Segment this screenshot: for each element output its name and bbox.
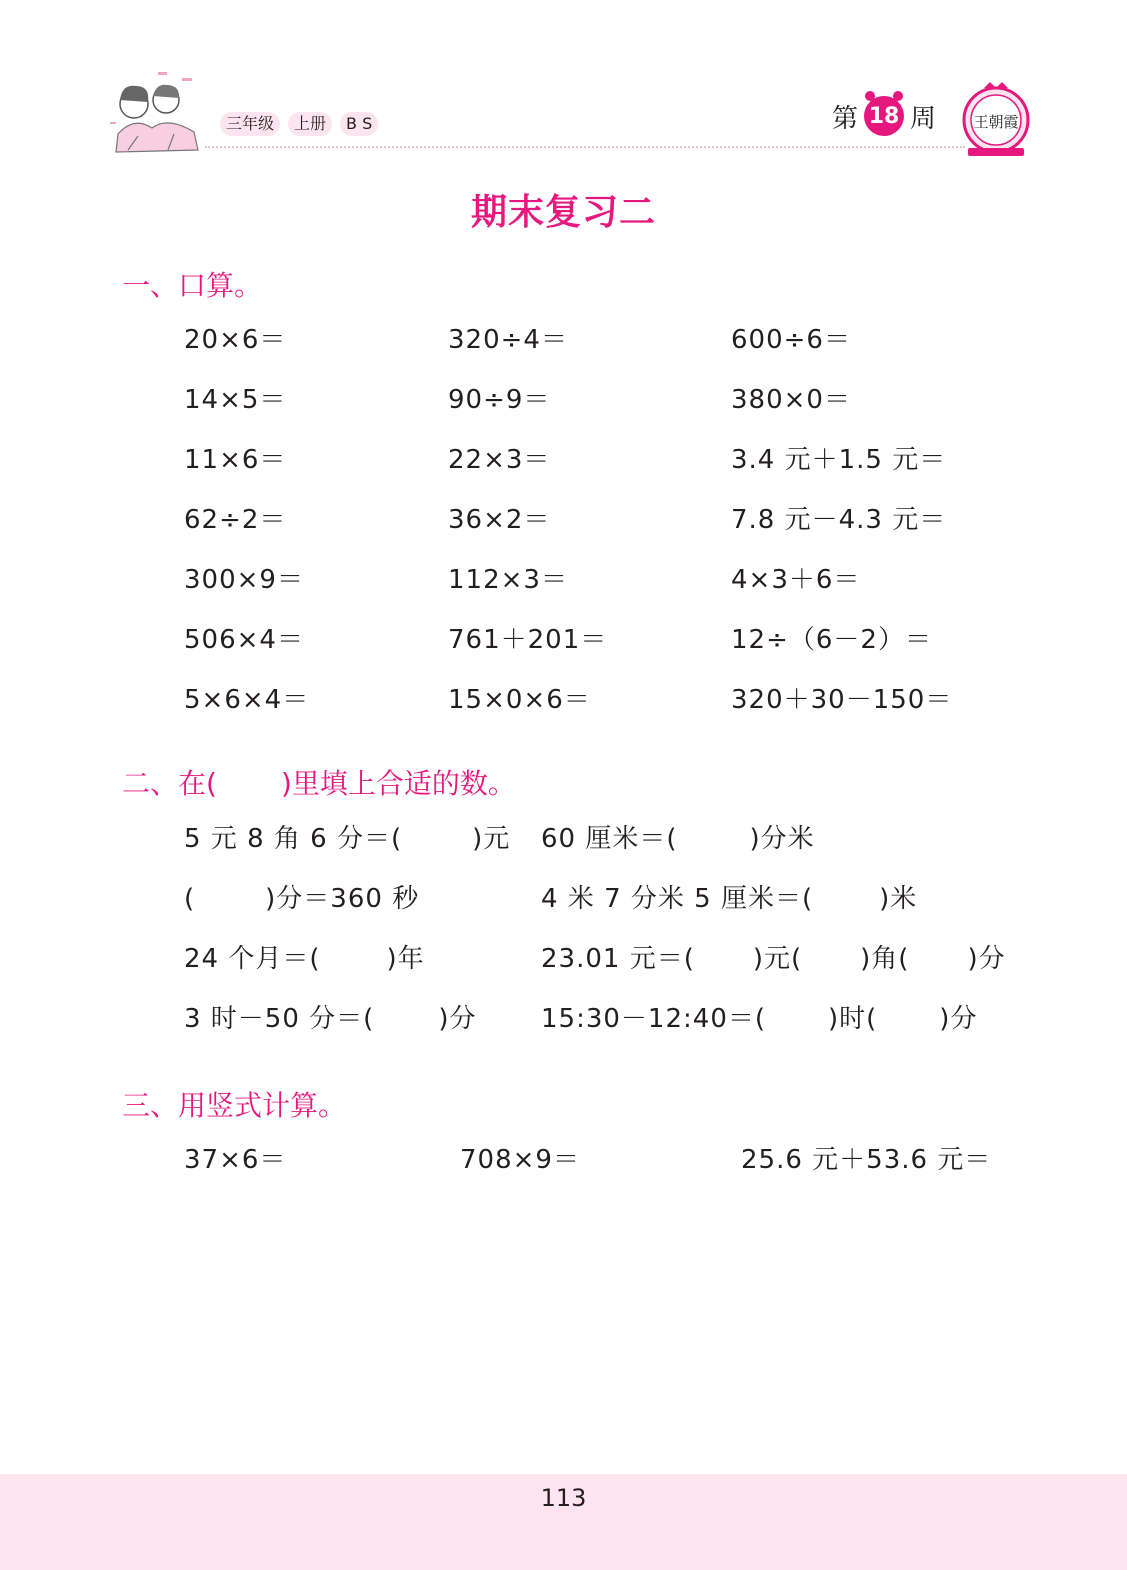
oral-calc-item: 12÷（6－2）＝ (731, 625, 932, 655)
oral-calc-item: 600÷6＝ (731, 325, 851, 355)
oral-calc-item: 320÷4＝ (448, 325, 568, 355)
fill-in-text: 24 个月＝( (184, 944, 321, 974)
fill-in-text: )年 (386, 944, 425, 974)
fill-in-text: 23.01 元＝( (541, 944, 695, 974)
section-2-heading-suffix: )里填上合适的数。 (280, 767, 516, 800)
edition-tag: B S (340, 112, 378, 136)
oral-calc-item: 90÷9＝ (448, 385, 551, 415)
week-prefix: 第 (832, 103, 859, 134)
oral-calc-item: 7.8 元－4.3 元＝ (731, 505, 947, 535)
oral-calc-item: 14×5＝ (184, 385, 287, 415)
fill-in-text: )分 (939, 1004, 978, 1034)
fill-in-item (184, 823, 510, 855)
grade-tag: 三年级 (220, 112, 280, 136)
section-1-column-3 (731, 324, 952, 716)
week-suffix: 周 (910, 103, 937, 134)
fill-in-text: )分 (967, 944, 1006, 974)
vertical-calc-item: 708×9＝ (460, 1145, 580, 1175)
fill-in-item (184, 883, 419, 915)
fill-in-text: )分＝360 秒 (265, 884, 420, 914)
cartoon-children-illustration (108, 70, 204, 158)
section-1-heading: 一、口算。 (122, 269, 263, 302)
oral-calc-item: 20×6＝ (184, 325, 287, 355)
seal-text: 王朝霞 (973, 113, 1019, 131)
fill-in-text: 3 时－50 分＝( (184, 1004, 375, 1034)
oral-calc-item: 380×0＝ (731, 385, 851, 415)
fill-in-text: )元 (472, 824, 511, 854)
oral-calc-item: 62÷2＝ (184, 505, 287, 535)
section-2-heading (122, 762, 516, 802)
oral-calc-item: 5×6×4＝ (184, 685, 310, 715)
fill-in-text: 60 厘米＝( (541, 824, 678, 854)
oral-calc-item: 300×9＝ (184, 565, 304, 595)
section-2-heading-prefix: 二、在( (122, 767, 217, 800)
vertical-calc-item: 25.6 元＋53.6 元＝ (741, 1145, 992, 1175)
week-number-badge: 18 (864, 96, 904, 136)
header-divider (205, 146, 965, 148)
volume-tag: 上册 (288, 112, 332, 136)
fill-in-item (541, 883, 917, 915)
author-seal-logo (958, 80, 1034, 160)
grade-tags (220, 112, 378, 136)
section-1-column-2 (448, 324, 607, 716)
fill-in-text: ( (184, 884, 196, 914)
oral-calc-item: 36×2＝ (448, 505, 551, 535)
fill-in-text: )分米 (749, 824, 815, 854)
fill-in-text: )角( (860, 944, 910, 974)
section-1-column-1 (184, 324, 309, 716)
fill-in-text: )分 (438, 1004, 477, 1034)
fill-in-text: )米 (879, 884, 918, 914)
fill-in-text: 5 元 8 角 6 分＝( (184, 824, 403, 854)
oral-calc-item: 22×3＝ (448, 445, 551, 475)
fill-in-text: )时( (828, 1004, 878, 1034)
fill-in-text: 4 米 7 分米 5 厘米＝( (541, 884, 814, 914)
page-title: 期末复习二 (470, 192, 656, 233)
fill-in-item (184, 1003, 476, 1035)
fill-in-text: )元( (752, 944, 803, 974)
oral-calc-item: 112×3＝ (448, 565, 568, 595)
fill-in-item (541, 943, 1006, 975)
oral-calc-item: 4×3＋6＝ (731, 565, 861, 595)
vertical-calc-item: 37×6＝ (184, 1145, 287, 1175)
oral-calc-item: 15×0×6＝ (448, 685, 591, 715)
page-number: 113 (540, 1484, 587, 1512)
oral-calc-item: 506×4＝ (184, 625, 304, 655)
oral-calc-item: 320＋30－150＝ (731, 685, 953, 715)
oral-calc-item: 3.4 元＋1.5 元＝ (731, 445, 947, 475)
fill-in-item (541, 823, 815, 855)
week-indicator (832, 96, 936, 136)
fill-in-item (541, 1003, 977, 1035)
oral-calc-item: 11×6＝ (184, 445, 287, 475)
section-3-heading: 三、用竖式计算。 (122, 1089, 347, 1122)
fill-in-item (184, 943, 425, 975)
oral-calc-item: 761＋201＝ (448, 625, 608, 655)
fill-in-text: 15:30－12:40＝( (541, 1004, 766, 1034)
